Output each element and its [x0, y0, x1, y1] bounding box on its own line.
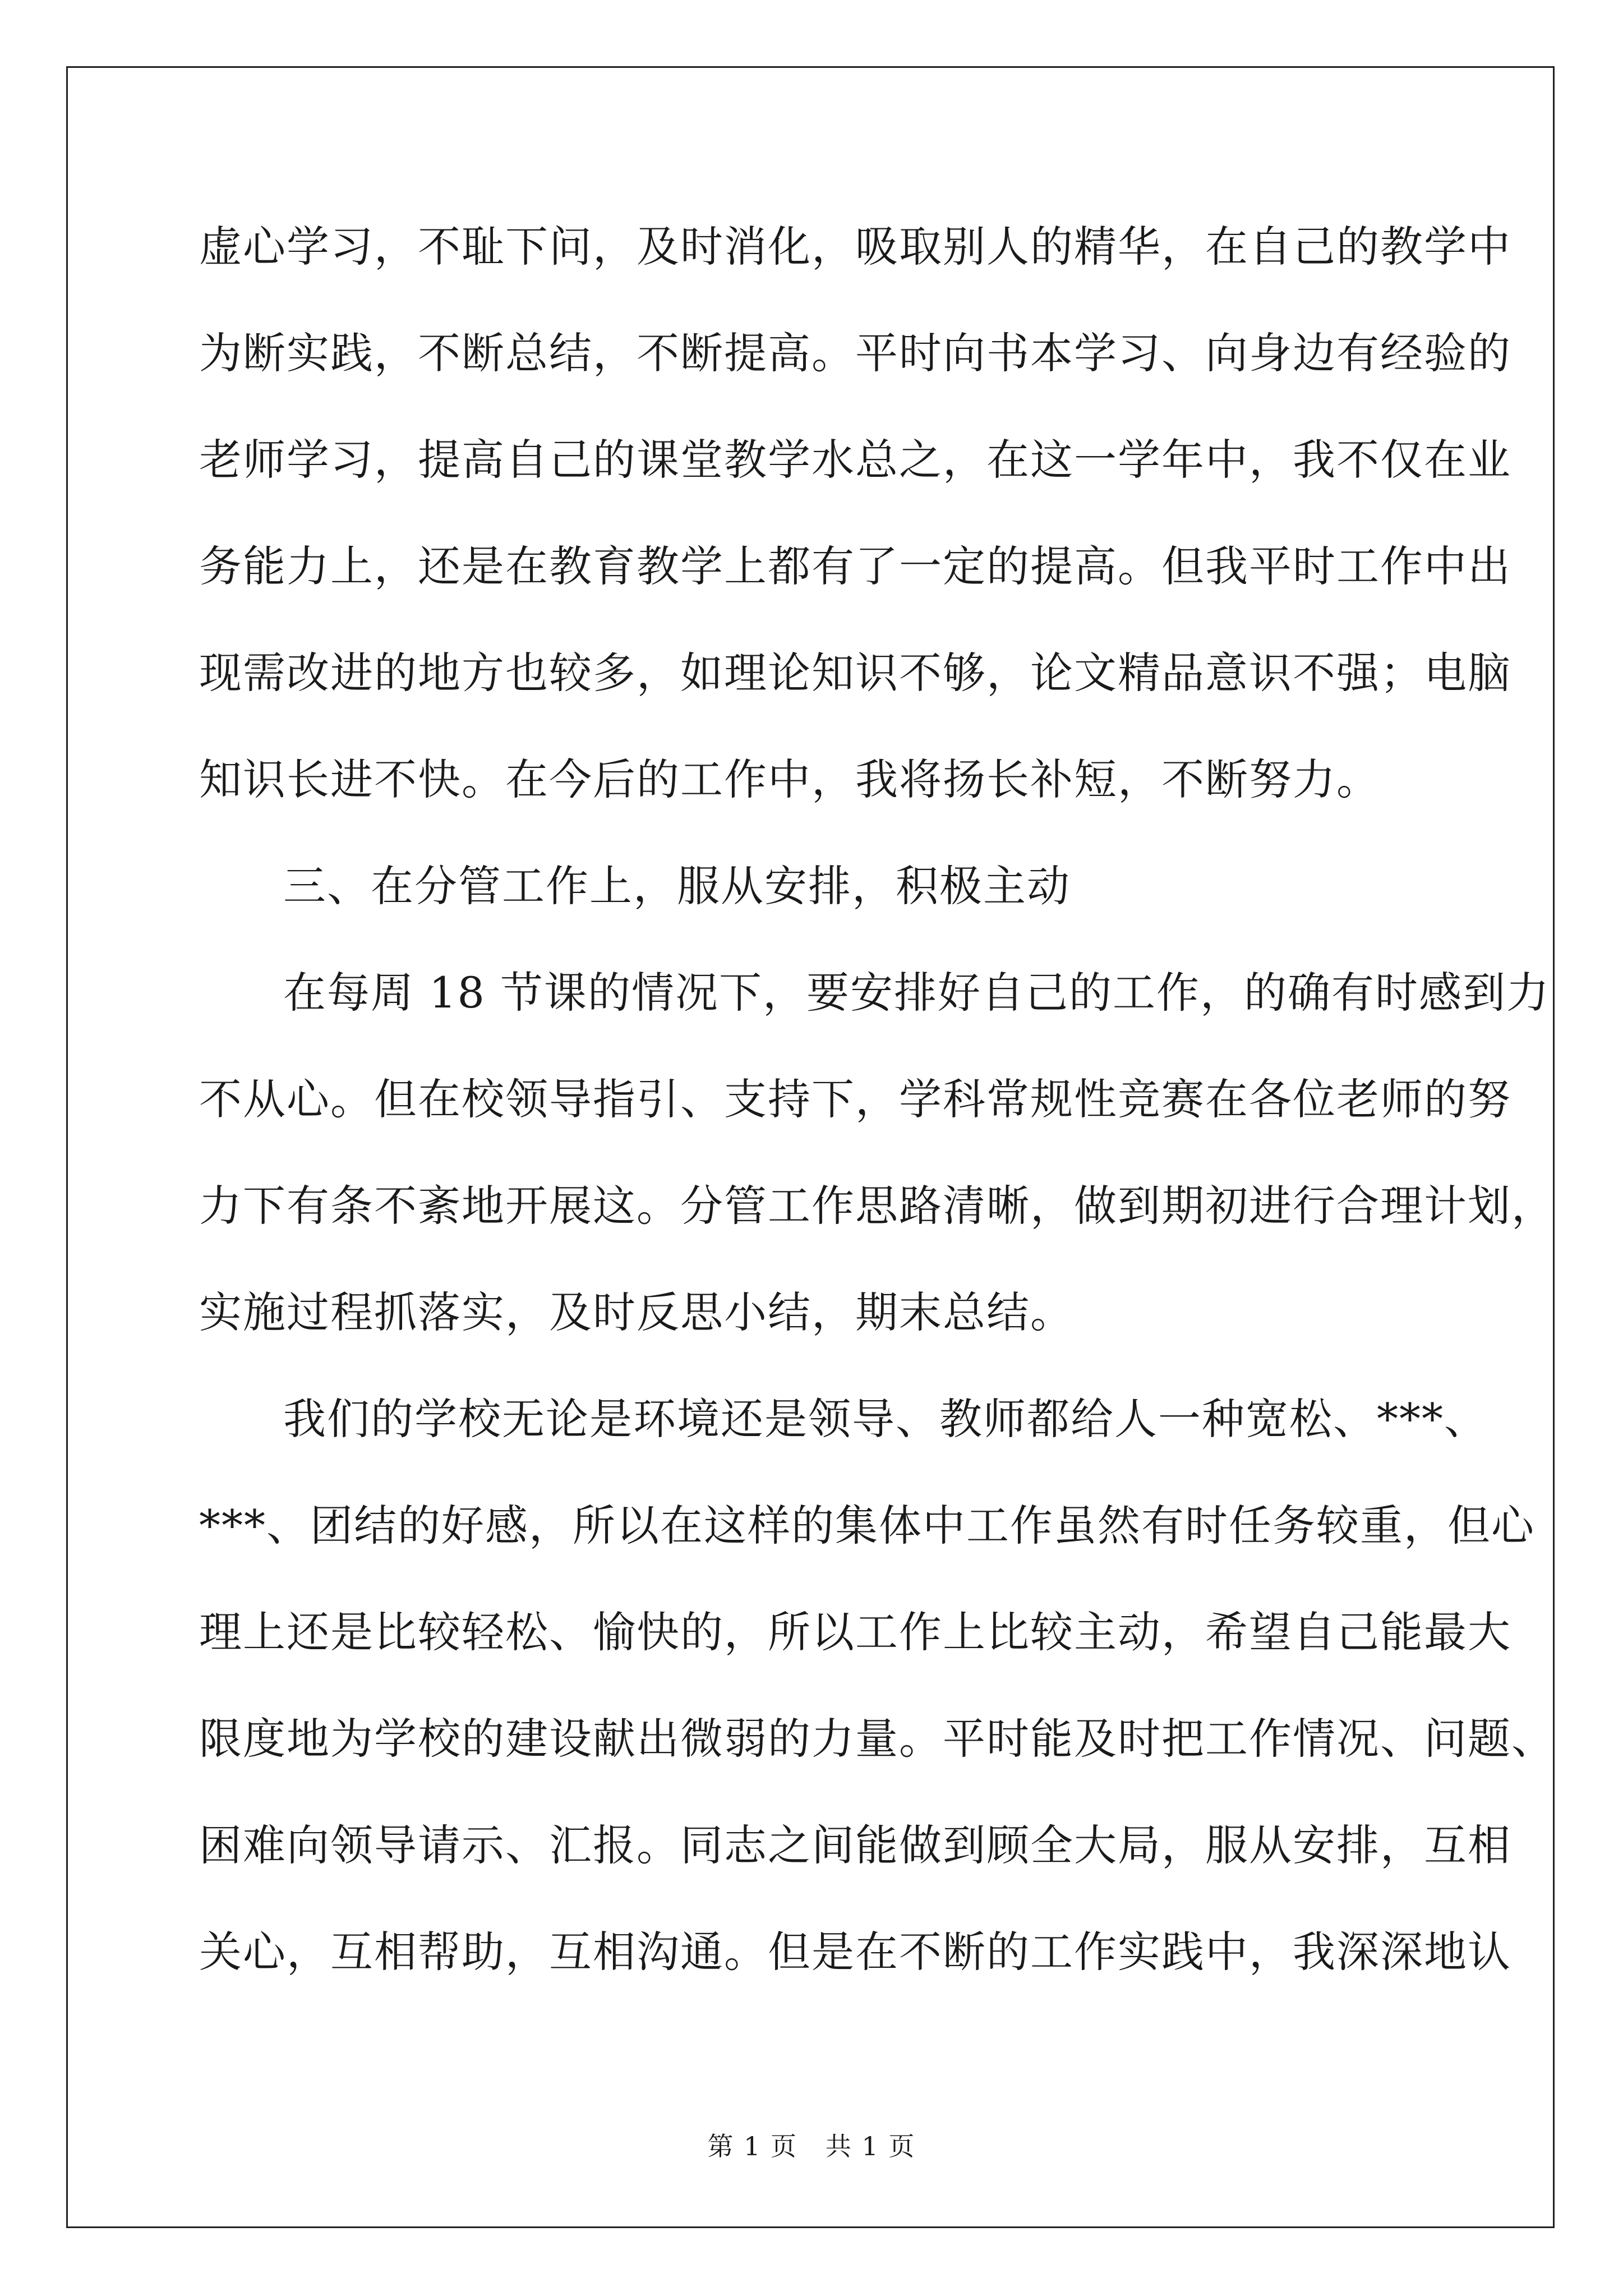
text-line: 理上还是比较轻松、愉快的，所以工作上比较主动，希望自己能最大 — [199, 1607, 1511, 1657]
text-line: 我们的学校无论是环境还是领导、教师都给人一种宽松、***、 — [283, 1394, 1488, 1444]
page-footer: 第 1 页 共 1 页 — [707, 2131, 916, 2161]
text-line: 实施过程抓落实，及时反思小结，期末总结。 — [199, 1287, 1074, 1337]
text-line: 务能力上，还是在教育教学上都有了一定的提高。但我平时工作中出 — [199, 541, 1511, 591]
text-line: 在每周 18 节课的情况下，要安排好自己的工作，的确有时感到力 — [283, 968, 1551, 1018]
section-heading: 三、在分管工作上，服从安排，积极主动 — [283, 861, 1071, 911]
text-line: 现需改进的地方也较多，如理论知识不够，论文精品意识不强；电脑 — [199, 648, 1511, 698]
text-line: 困难向领导请示、汇报。同志之间能做到顾全大局，服从安排，互相 — [199, 1820, 1511, 1870]
text-line: 限度地为学校的建设献出微弱的力量。平时能及时把工作情况、问题、 — [199, 1714, 1555, 1764]
text-line: 为断实践，不断总结，不断提高。平时向书本学习、向身边有经验的 — [199, 328, 1511, 378]
document-body — [199, 216, 1555, 2028]
text-line: 关心，互相帮助，互相沟通。但是在不断的工作实践中，我深深地认 — [199, 1927, 1511, 1977]
text-line: 知识长进不快。在今后的工作中，我将扬长补短，不断努力。 — [199, 754, 1380, 804]
text-line: 力下有条不紊地开展这。分管工作思路清晰，做到期初进行合理计划， — [199, 1181, 1555, 1231]
text-line: 不从心。但在校领导指引、支持下，学科常规性竞赛在各位老师的努 — [199, 1074, 1511, 1124]
text-line: 老师学习，提高自己的课堂教学水总之，在这一学年中，我不仅在业 — [199, 435, 1511, 485]
text-line: ***、团结的好感，所以在这样的集体中工作虽然有时任务较重，但心 — [199, 1501, 1535, 1550]
text-line: 虚心学习，不耻下问，及时消化，吸取别人的精华，在自己的教学中 — [199, 222, 1511, 272]
